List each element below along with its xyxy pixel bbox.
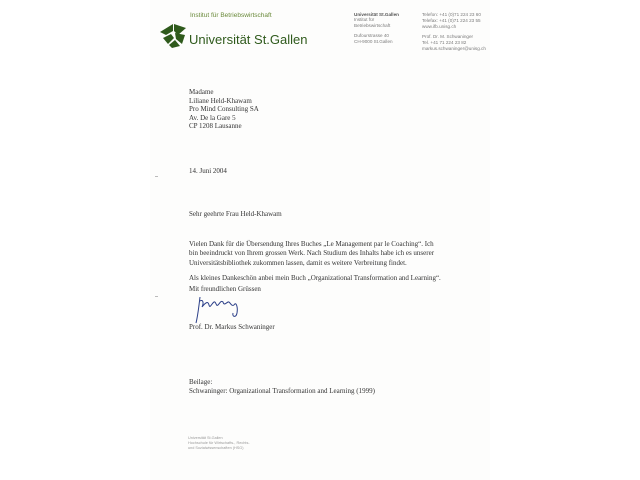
recipient-line: Madame [189, 88, 214, 96]
paragraph-line: Vielen Dank für die Übersendung Ihres Buches „Le Management par le Coaching“. Ich [189, 240, 434, 248]
sender-address-block [354, 12, 399, 45]
footer-line: und Sozialwissenschaften (HSG) [188, 446, 244, 450]
letter-page [150, 0, 490, 480]
enclosure-label: Beilage: [189, 378, 213, 386]
sender-line: Betriebswirtschaft [354, 23, 391, 28]
sender-line: Dufourstrasse 40 [354, 33, 389, 38]
contact-line: Telefon: +41 (0)71 224 23 60 [422, 12, 481, 17]
salutation: Sehr geehrte Frau Held-Khawam [189, 210, 282, 218]
footer-line: Universität St.Gallen [188, 436, 223, 440]
paragraph-line: Universitätsbibliothek zukommen lassen, damit es weitere Verbreitung findet. [189, 258, 407, 267]
contact-line: Tel. +41 71 224 23 82 [422, 40, 467, 45]
contact-line: Telefax: +41 (0)71 224 23 55 [422, 18, 481, 23]
footer-block [188, 436, 250, 451]
signatory-name: Prof. Dr. Markus Schwaninger [189, 323, 275, 331]
paragraph-thanks [189, 240, 434, 268]
sender-line: CH-9000 St.Gallen [354, 39, 393, 44]
university-logo-icon [160, 24, 186, 48]
contact-line: markus.schwaninger@unisg.ch [422, 46, 486, 51]
university-name: Universität St.Gallen [189, 32, 308, 47]
recipient-address [189, 88, 259, 131]
sender-contact-block [422, 12, 486, 52]
institute-name: Institut für Betriebswirtschaft [190, 12, 272, 19]
sender-line: Universität St.Gallen [354, 12, 399, 17]
contact-line: www.ifb.unisg.ch [422, 24, 457, 29]
closing: Mit freundlichen Grüssen [189, 285, 261, 293]
recipient-line: Liliane Held-Khawam [189, 96, 252, 105]
recipient-line: Pro Mind Consulting SA [189, 105, 259, 114]
paragraph-gift: Als kleines Dankeschön anbei mein Buch „Organizational Transformation and Learning“. [189, 274, 441, 282]
footer-line: Hochschule für Wirtschafts-, Rechts- [188, 441, 250, 445]
recipient-line: CP 1208 Lausanne [189, 122, 242, 131]
recipient-line: Av. De la Gare 5 [189, 113, 236, 122]
contact-line: Prof. Dr. M. Schwaninger [422, 34, 474, 39]
signature-icon [190, 293, 250, 327]
fold-mark [155, 176, 158, 177]
fold-mark [155, 296, 158, 297]
enclosure-item: Schwaninger: Organizational Transformation and Learning (1999) [189, 387, 375, 395]
sender-line: Institut für [354, 17, 375, 22]
letter-date: 14. Juni 2004 [189, 167, 227, 175]
paragraph-line: bin beeindruckt von Ihrem grossen Werk. Nach Studium des Inhalts habe ich es unserer [189, 249, 435, 258]
